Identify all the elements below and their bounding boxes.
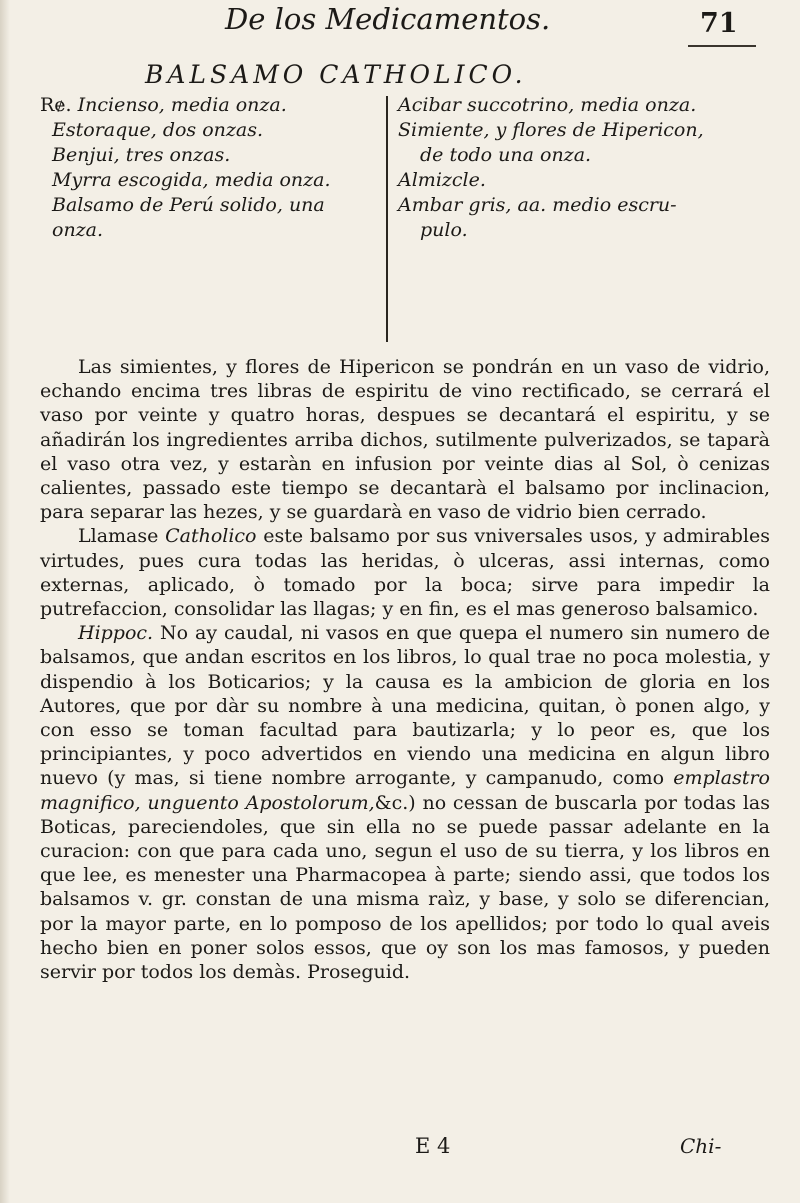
ingredient-line: Acibar succotrino, media onza. <box>398 94 697 116</box>
body-text <box>40 355 770 984</box>
ingredient-line: pulo. <box>420 219 468 241</box>
italic-run: Hippoc. <box>78 622 154 645</box>
ingredient-line: Simiente, y flores de Hipericon, <box>398 119 704 141</box>
ingredient-text: onza. <box>52 219 104 241</box>
italic-run: emplastro magnifico, unguento Apostolorum, <box>40 767 770 814</box>
text-run: Llamase <box>78 525 166 548</box>
text-run: Las simientes, y flores de Hipericon se pondrán en un vaso de vidrio, echando encima tres libras de espiritu de vino rectificado, se cerrará el vaso por veinte y quatro horas, despues se decantará el espiritu, y se añadirán los ingredientes arriba dichos, sutilmente pulverizados, se taparà el vaso otra vez, y estaràn en infusion por veinte dias al Sol, ò cenizas calientes, passado este tiempo se decantarà el balsamo por inclinacion, para separar las hezes, y se guardarà en vaso de vidrio bien cerrado. <box>40 356 770 524</box>
ingredients-right-column <box>398 93 704 243</box>
ingredient-text: Benjui, tres onzas. <box>52 144 231 166</box>
recipe-symbol: Rɇ. <box>40 94 72 116</box>
paragraph <box>40 621 770 984</box>
text-run: &c.) no cessan de buscarla por todas las Boticas, pareciendoles, que sin ella no se puede passar adelante en la curacion: con que para cada uno, segun el uso de su tierra, y los libros en que lee, es menester una Pharmacopea à parte; siendo assi, que todos los balsamos v. gr. constan de una misma raìz, y base, y solo se diferencian, por la mayor parte, en lo pomposo de los apellidos; por todo lo qual aveis hecho bien en poner solos essos, que oy son los mas famosos, y pueden servir por todos los demàs. Proseguid. <box>40 791 770 984</box>
ingredient-line <box>40 93 331 118</box>
page-number-rule <box>688 45 756 47</box>
text-run: No ay caudal, ni vasos en que quepa el numero sin numero de balsamos, que andan escritos en los libros, lo qual trae no poca molestia, y dispendio à los Boticarios; y la causa es la ambicion de gloria en los Autores, que por dàr su nombre à una medicina, quitan, ò ponen algo, y con esso se toman facultad para bautizarla; y lo peor es, que los principiantes, y poco advertidos en viendo una medicina en algun libro nuevo (y mas, si tiene nombre arrogante, y campanudo, como <box>40 622 770 790</box>
ingredients-left-column <box>40 93 331 243</box>
ingredient-line <box>40 118 331 143</box>
page-gutter <box>0 0 10 1203</box>
page-number: 71 <box>700 8 738 39</box>
running-head <box>0 0 800 48</box>
catchword: Chi- <box>680 1134 722 1158</box>
ingredient-text: Myrra escogida, media onza. <box>52 169 331 191</box>
ingredient-text: Incienso, media onza. <box>71 94 287 116</box>
ingredient-line <box>40 193 331 218</box>
recipe-title: BALSAMO CATHOLICO. <box>145 60 527 89</box>
ingredient-line <box>40 143 331 168</box>
text-run: este balsamo por sus vniversales usos, y admirables virtudes, pues cura todas las heridas, ò ulceras, assi internas, como externas, aplicado, ò tomado por la boca; sirve para impedir la putrefaccion, consolidar las llagas; y en fin, es el mas generoso balsamico. <box>40 525 770 621</box>
ingredient-line: Almizcle. <box>398 169 486 191</box>
ingredient-line: de todo una onza. <box>420 144 592 166</box>
signature-mark: E 4 <box>415 1134 451 1158</box>
ingredient-text: Balsamo de Perú solido, una <box>52 194 325 216</box>
running-head-title: De los Medicamentos. <box>225 2 551 36</box>
ingredient-line: Ambar gris, aa. medio escru- <box>398 194 677 216</box>
ingredient-line <box>40 168 331 193</box>
italic-run: Catholico <box>165 525 257 548</box>
paragraph <box>40 524 770 621</box>
column-divider <box>386 96 388 342</box>
ingredient-text: Estoraque, dos onzas. <box>52 119 264 141</box>
paragraph <box>40 355 770 524</box>
ingredient-line <box>40 218 331 243</box>
